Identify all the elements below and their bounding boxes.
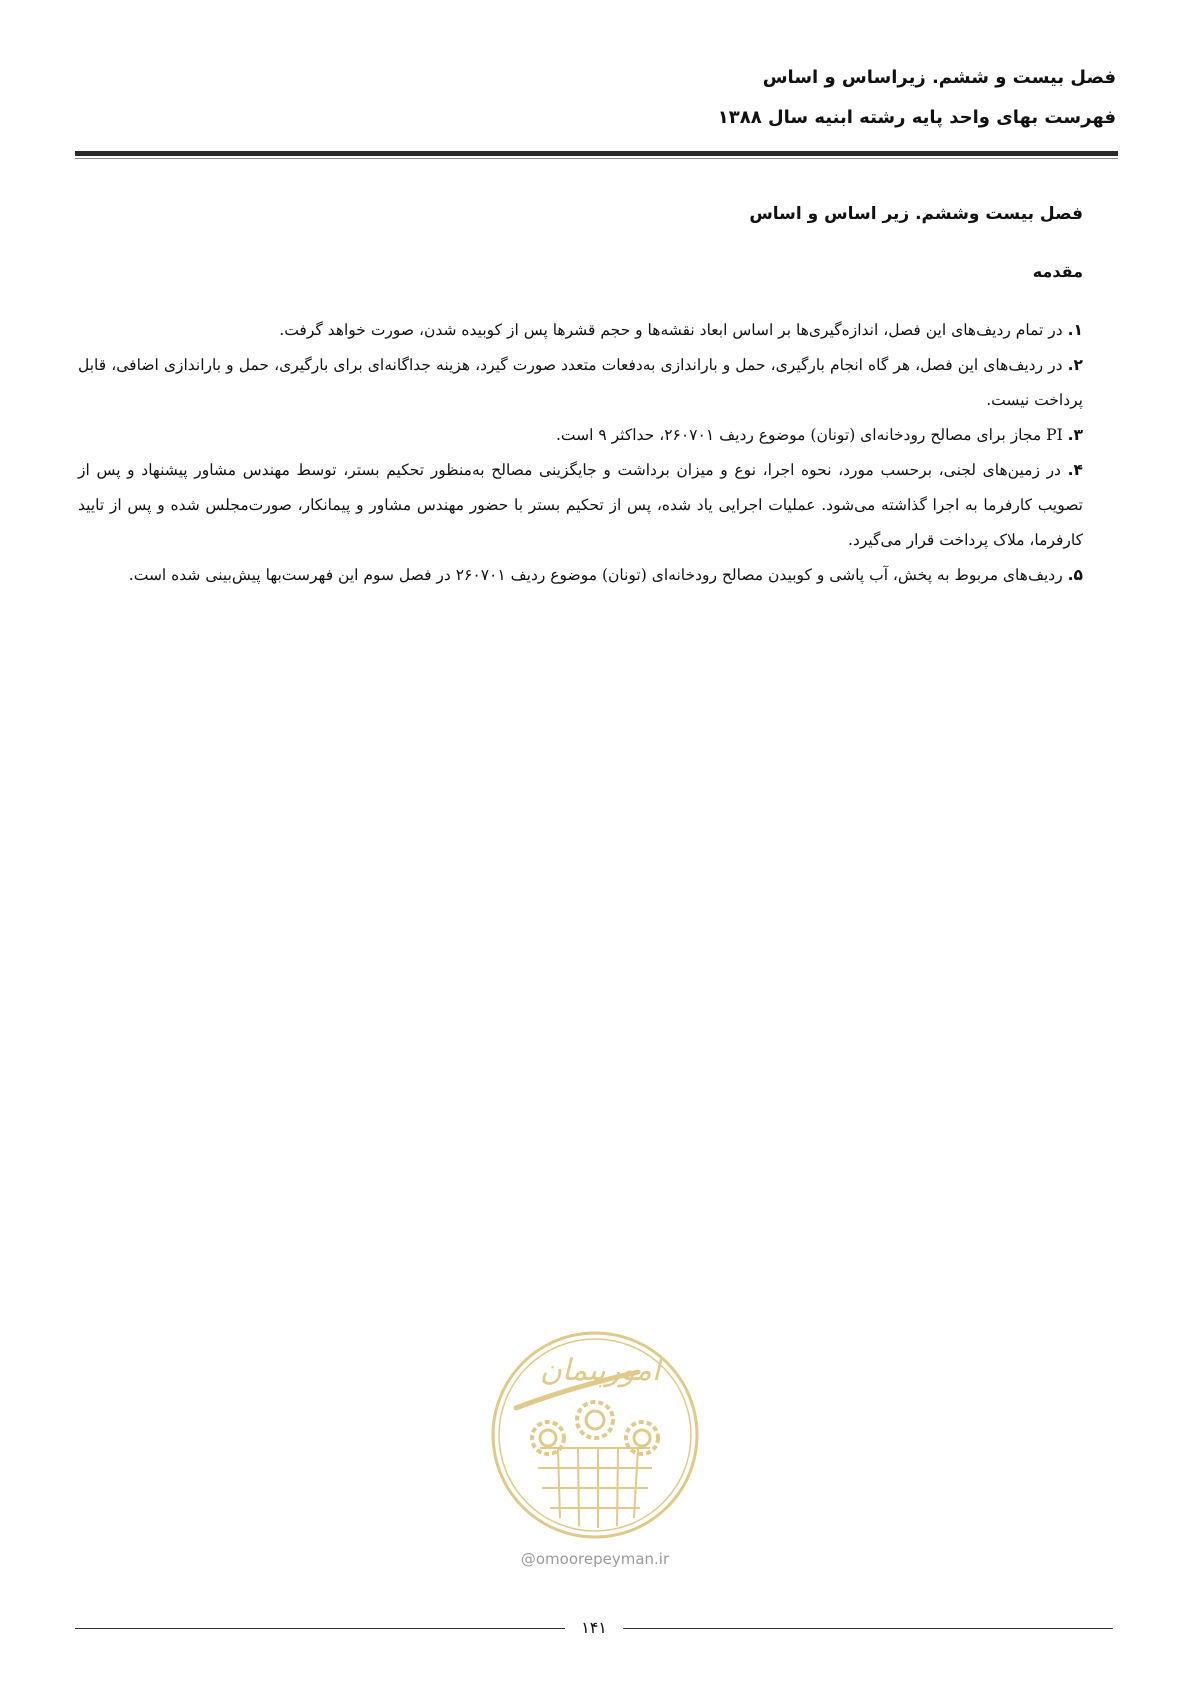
- paragraph-text: در زمین‌های لجنی، برحسب مورد، نحوه اجرا، نوع و میزان برداشت و جایگزینی مصالح به‌منظور تحکیم بستر، توسط مهندس مشاور پیشنهاد و پس از تصویب کارفرما به اجرا گذاشته می‌شود. عملیات اجرایی یاد شده، پس از تحکیم بستر با حضور مهندس مشاور و پیمانکار، صورت‌مجلس شده و پس از تایید کارفرما، ملاک پرداخت قرار می‌گیرد.: [78, 461, 1083, 549]
- header-subtitle: فهرست بهای واحد پایه رشته ابنیه سال ۱۳۸۸: [717, 107, 1116, 128]
- seal-icon: [488, 1328, 702, 1542]
- paragraph-4: [78, 453, 1083, 558]
- paragraph-number: ۱.: [1067, 321, 1083, 339]
- watermark-url: @omoorepeyman.ir: [520, 1550, 670, 1568]
- paragraph-number: ۴.: [1067, 461, 1083, 479]
- page-header: [76, 58, 1116, 138]
- paragraph-number: ۳.: [1067, 426, 1083, 444]
- watermark-logo-text: امورپیمان: [539, 1353, 661, 1388]
- chapter-title: فصل بیست وششم. زیر اساس و اساس: [749, 204, 1083, 224]
- header-rule-thick: [75, 151, 1118, 156]
- paragraph-number: ۵.: [1067, 566, 1083, 584]
- paragraph-text: در ردیف‌های این فصل، هر گاه انجام بارگیری، حمل و باراندازی به‌دفعات متعدد صورت گیرد، هزینه جداگانه‌ای برای بارگیری، حمل و باراندازی اضافی، قابل پرداخت نیست.: [78, 356, 1083, 409]
- paragraph-1: [78, 313, 1083, 348]
- paragraph-number: ۲.: [1067, 356, 1083, 374]
- intro-title: مقدمه: [1032, 262, 1083, 281]
- paragraph-3: [78, 418, 1083, 453]
- footer-rule-right: [623, 1628, 1113, 1629]
- paragraph-text: ردیف‌های مربوط به پخش، آب پاشی و کوبیدن مصالح رودخانه‌ای (تونان) موضوع ردیف ۲۶۰۷۰۱ در فصل سوم این فهرست‌بها پیش‌بینی شده است.: [128, 566, 1063, 584]
- header-chapter: فصل بیست و ششم. زیراساس و اساس: [762, 67, 1116, 88]
- watermark-logo: [488, 1328, 702, 1542]
- footer-rule-left: [75, 1628, 565, 1629]
- paragraph-2: [78, 348, 1083, 418]
- header-rule-thin: [75, 158, 1118, 159]
- page-content: [78, 200, 1083, 593]
- paragraph-5: [78, 558, 1083, 593]
- paragraph-text: PI مجاز برای مصالح رودخانه‌ای (تونان) موضوع ردیف ۲۶۰۷۰۱، حداکثر ۹ است.: [556, 426, 1063, 444]
- paragraph-text: در تمام ردیف‌های این فصل، اندازه‌گیری‌ها بر اساس ابعاد نقشه‌ها و حجم قشرها پس از کوبیده شدن، صورت خواهد گرفت.: [279, 321, 1063, 339]
- page-number: ۱۴۱: [581, 1618, 607, 1637]
